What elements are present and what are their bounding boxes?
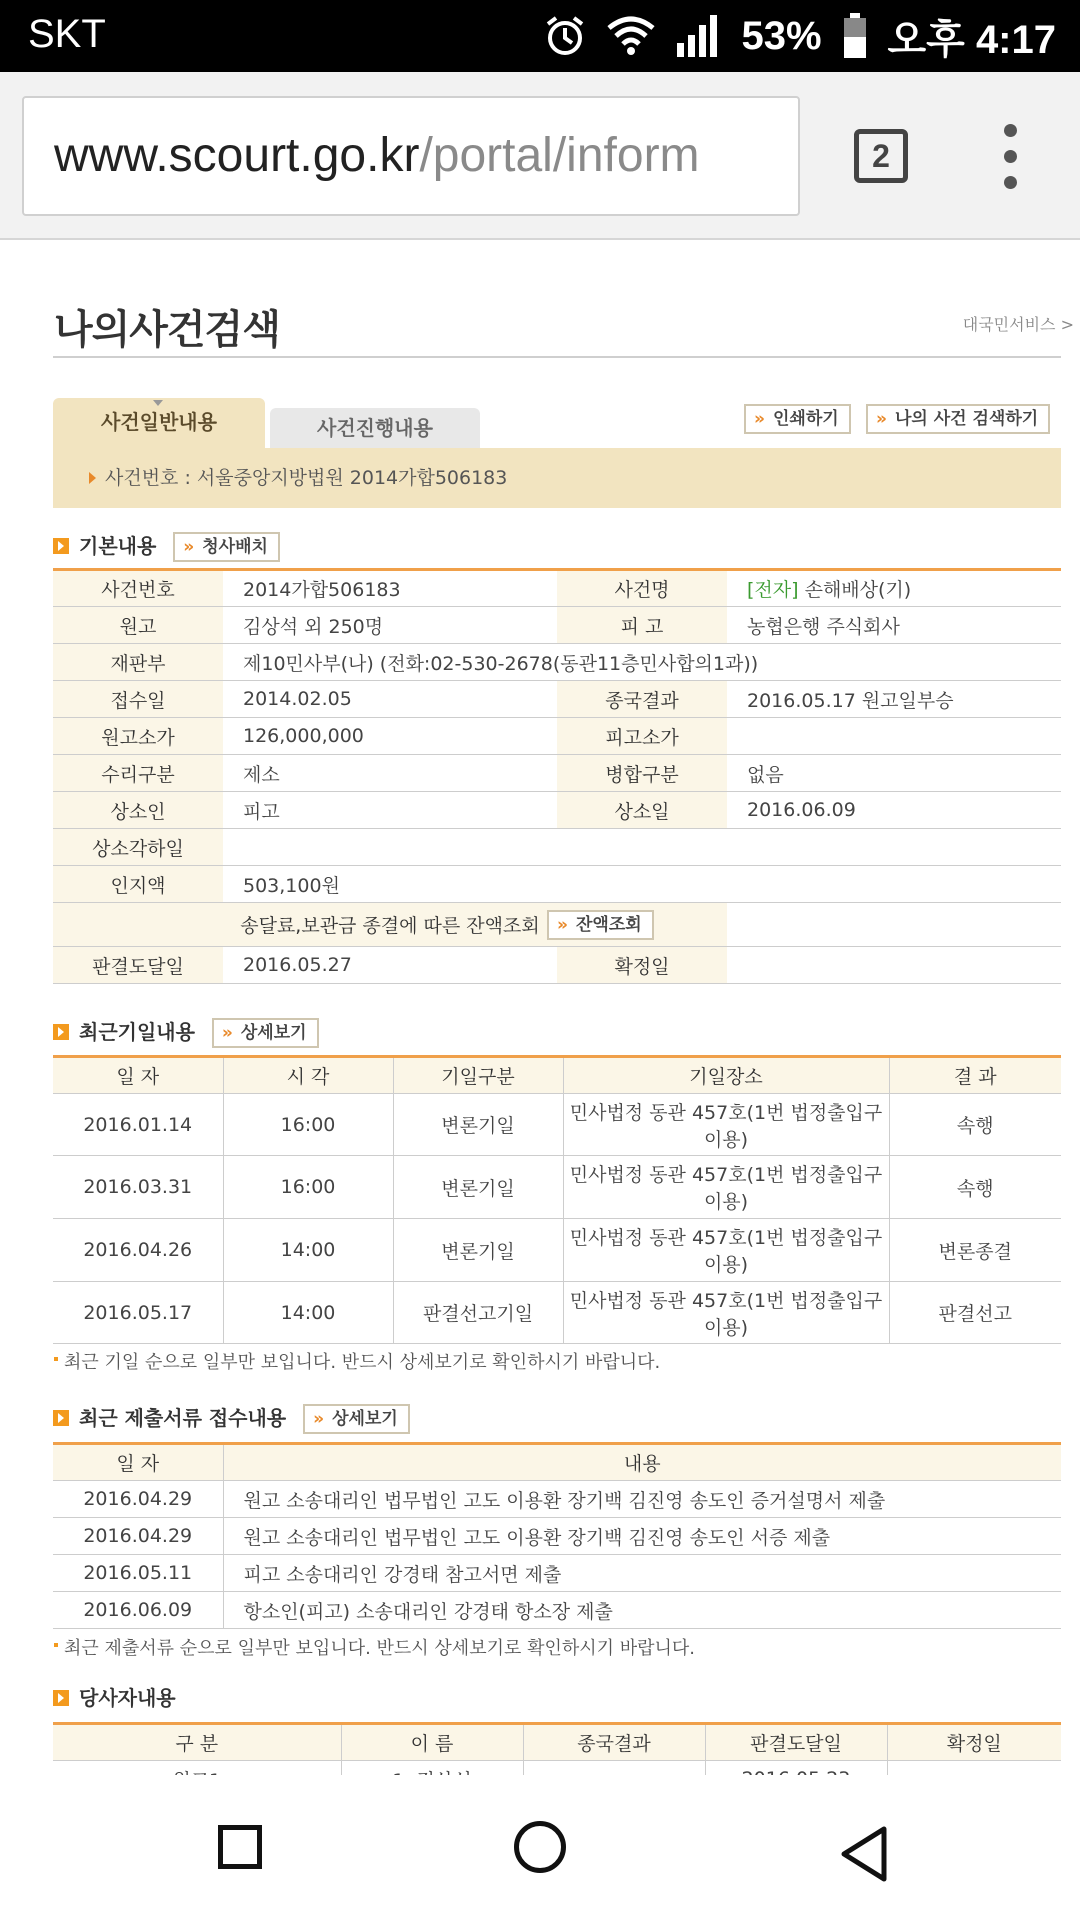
cell-date: 2016.05.17 (53, 1282, 223, 1344)
cell-date: 2016.04.26 (53, 1219, 223, 1282)
cell-result: 변론종결 (889, 1219, 1061, 1282)
table-header-row (53, 1057, 1061, 1094)
table-row (53, 1282, 1061, 1344)
row-label: 재판부 (53, 644, 223, 681)
url-bar[interactable] (22, 96, 800, 216)
row-label: 원고 (53, 607, 223, 644)
balance-inquiry-button[interactable]: » 잔액조회 (547, 910, 654, 940)
row-value: 제소 (223, 755, 557, 792)
documents-note: 최근 제출서류 순으로 일부만 보입니다. 반드시 상세보기로 확인하시기 바랍니다. (64, 1634, 695, 1660)
table-row (53, 1219, 1061, 1282)
electronic-tag: [전자] (747, 579, 799, 601)
url-host: www.scourt.go.kr (54, 129, 420, 182)
cell-result: 속행 (889, 1094, 1061, 1156)
table-row (53, 792, 1061, 829)
cell-content: 원고 소송대리인 법무법인 고도 이용환 장기백 김진영 송도인 서증 제출 (223, 1518, 1061, 1555)
cell-type: 변론기일 (393, 1219, 563, 1282)
cell-content: 피고 소송대리인 강경태 참고서면 제출 (223, 1555, 1061, 1592)
row-value: 2016.05.27 (223, 947, 557, 984)
section-bullet-icon (53, 1690, 69, 1706)
section-basic-heading: 기본내용 » 청사배치 (53, 530, 280, 562)
cell-place: 민사법정 동관 457호(1번 법정출입구 이용) (563, 1282, 889, 1344)
print-button[interactable]: » 인쇄하기 (744, 404, 851, 434)
row-label: 인지액 (53, 866, 223, 903)
case-number-bar (53, 448, 1061, 508)
row-label: 종국결과 (557, 681, 727, 718)
row-value: 2016.05.17 원고일부승 (727, 681, 1061, 718)
court-layout-button[interactable]: » 청사배치 (173, 532, 280, 562)
column-header: 일 자 (53, 1057, 223, 1094)
cell-place: 민사법정 동관 457호(1번 법정출입구 이용) (563, 1219, 889, 1282)
documents-detail-button[interactable]: » 상세보기 (303, 1404, 410, 1434)
section-parties-heading: 당사자내용 (53, 1682, 176, 1714)
column-header: 시 각 (223, 1057, 393, 1094)
column-header: 일 자 (53, 1444, 223, 1481)
battery-percent: 53% (741, 13, 822, 58)
row-value: 제10민사부(나) (전화:02-530-2678(동관11층민사합의1과)) (223, 644, 1061, 681)
clock: 오후 4:17 (887, 17, 1056, 62)
row-label: 접수일 (53, 681, 223, 718)
table-header-row (53, 1724, 1061, 1761)
url-path: /portal/inform (419, 129, 700, 182)
table-row (53, 681, 1061, 718)
cell-time: 16:00 (223, 1156, 393, 1219)
cell-date: 2016.04.29 (53, 1481, 223, 1518)
row-label: 병합구분 (557, 755, 727, 792)
column-header: 종국결과 (523, 1724, 705, 1761)
column-header: 확정일 (887, 1724, 1061, 1761)
double-chevron-icon: » (876, 409, 887, 429)
cell-result: 판결선고 (889, 1282, 1061, 1344)
triangle-bullet-icon (89, 472, 96, 484)
row-value (223, 829, 1061, 866)
cell-date: 2016.06.09 (53, 1592, 223, 1629)
cell-date: 2016.05.11 (53, 1555, 223, 1592)
table-row (53, 1156, 1061, 1219)
section-documents-heading: 최근 제출서류 접수내용 » 상세보기 (53, 1402, 410, 1434)
table-row (53, 866, 1061, 903)
row-label: 피고소가 (557, 718, 727, 755)
browser-toolbar (0, 72, 1080, 240)
section-bullet-icon (53, 538, 69, 554)
column-header: 기일장소 (563, 1057, 889, 1094)
table-row (53, 947, 1061, 984)
column-header: 기일구분 (393, 1057, 563, 1094)
row-label: 사건번호 (53, 570, 223, 607)
section-hearings-heading: 최근기일내용 » 상세보기 (53, 1016, 319, 1048)
documents-table (53, 1442, 1061, 1629)
hearings-note: 최근 기일 순으로 일부만 보입니다. 반드시 상세보기로 확인하시기 바랍니다. (64, 1348, 660, 1374)
web-page (0, 242, 1080, 1775)
row-value (727, 947, 1061, 984)
page-title: 나의사건검색 (54, 307, 280, 353)
row-value (557, 903, 1061, 947)
cell-type: 변론기일 (393, 1094, 563, 1156)
row-value (727, 718, 1061, 755)
basic-info-table (53, 568, 1061, 984)
cell-type: 변론기일 (393, 1156, 563, 1219)
tab-case-progress[interactable]: 사건진행내용 (270, 408, 480, 448)
status-icons (543, 8, 1056, 64)
system-nav-bar (0, 1775, 1080, 1920)
row-value: 2014가합506183 (223, 570, 557, 607)
cell-date: 2016.04.29 (53, 1518, 223, 1555)
case-number-line: 사건번호 : 서울중앙지방법원 2014가합506183 (105, 467, 508, 489)
breadcrumb[interactable]: 대국민서비스 > (962, 315, 1074, 334)
divider (53, 356, 1061, 358)
table-row (53, 755, 1061, 792)
double-chevron-icon: » (754, 409, 765, 429)
alarm-icon (543, 14, 587, 58)
row-label: 사건명 (557, 570, 727, 607)
section-bullet-icon (53, 1024, 69, 1040)
double-chevron-icon: » (557, 914, 568, 935)
column-header: 결 과 (889, 1057, 1061, 1094)
back-icon[interactable] (838, 1825, 890, 1887)
row-value: 농협은행 주식회사 (727, 607, 1061, 644)
cell-content: 항소인(피고) 소송대리인 강경태 항소장 제출 (223, 1592, 1061, 1629)
row-value: [전자] 손해배상(기) (727, 570, 1061, 607)
cell-date: 2016.03.31 (53, 1156, 223, 1219)
row-value: 2016.06.09 (727, 792, 1061, 829)
cell-place: 민사법정 동관 457호(1번 법정출입구 이용) (563, 1094, 889, 1156)
row-value: 김상석 외 250명 (223, 607, 557, 644)
double-chevron-icon: » (313, 1409, 325, 1429)
table-row (53, 1094, 1061, 1156)
cell-type: 판결선고기일 (393, 1282, 563, 1344)
status-bar (0, 0, 1080, 72)
table-row (53, 570, 1061, 607)
row-label: 피 고 (557, 607, 727, 644)
recent-apps-icon[interactable] (218, 1825, 262, 1869)
row-label: 상소인 (53, 792, 223, 829)
carrier-label: SKT (28, 12, 106, 56)
hearings-table (53, 1055, 1061, 1344)
home-icon[interactable] (514, 1821, 566, 1873)
tab-case-general[interactable]: 사건일반내용 (53, 398, 265, 448)
row-value: 2014.02.05 (223, 681, 557, 718)
section-bullet-icon (53, 1410, 69, 1426)
row-label: 원고소가 (53, 718, 223, 755)
cell-time: 14:00 (223, 1219, 393, 1282)
row-label: 판결도달일 (53, 947, 223, 984)
row-value: 없음 (727, 755, 1061, 792)
table-row (53, 829, 1061, 866)
table-row (53, 1481, 1061, 1518)
battery-icon (842, 13, 868, 59)
table-row (53, 903, 1061, 947)
table-row (53, 1592, 1061, 1629)
row-label: 확정일 (557, 947, 727, 984)
wifi-icon (607, 16, 655, 56)
row-label: 상소각하일 (53, 829, 223, 866)
cell-content: 원고 소송대리인 법무법인 고도 이용환 장기백 김진영 송도인 증거설명서 제출 (223, 1481, 1061, 1518)
cell-place: 민사법정 동관 457호(1번 법정출입구 이용) (563, 1156, 889, 1219)
table-row (53, 607, 1061, 644)
row-value: 126,000,000 (223, 718, 557, 755)
row-value: 피고 (223, 792, 557, 829)
column-header: 판결도달일 (705, 1724, 887, 1761)
cell-time: 14:00 (223, 1282, 393, 1344)
row-value: 503,100원 (223, 866, 1061, 903)
row-label: 상소일 (557, 792, 727, 829)
column-header: 이 름 (341, 1724, 523, 1761)
signal-icon (675, 13, 721, 59)
cell-time: 16:00 (223, 1094, 393, 1156)
balance-inquiry-label: 송달료,보관금 종결에 따른 잔액조회 (53, 903, 727, 947)
hearings-detail-button[interactable]: » 상세보기 (212, 1018, 319, 1048)
table-header-row (53, 1444, 1061, 1481)
table-row (53, 1518, 1061, 1555)
row-label: 수리구분 (53, 755, 223, 792)
table-row (53, 718, 1061, 755)
cell-result: 속행 (889, 1156, 1061, 1219)
column-header: 구 분 (53, 1724, 341, 1761)
column-header: 내용 (223, 1444, 1061, 1481)
cell-date: 2016.01.14 (53, 1094, 223, 1156)
my-case-search-button[interactable]: » 나의 사건 검색하기 (866, 404, 1050, 434)
table-row (53, 644, 1061, 681)
double-chevron-icon: » (183, 537, 195, 557)
overflow-menu-icon[interactable] (994, 122, 1028, 192)
double-chevron-icon: » (221, 1023, 233, 1043)
table-row (53, 1555, 1061, 1592)
tab-switcher-button[interactable]: 2 (854, 129, 908, 183)
